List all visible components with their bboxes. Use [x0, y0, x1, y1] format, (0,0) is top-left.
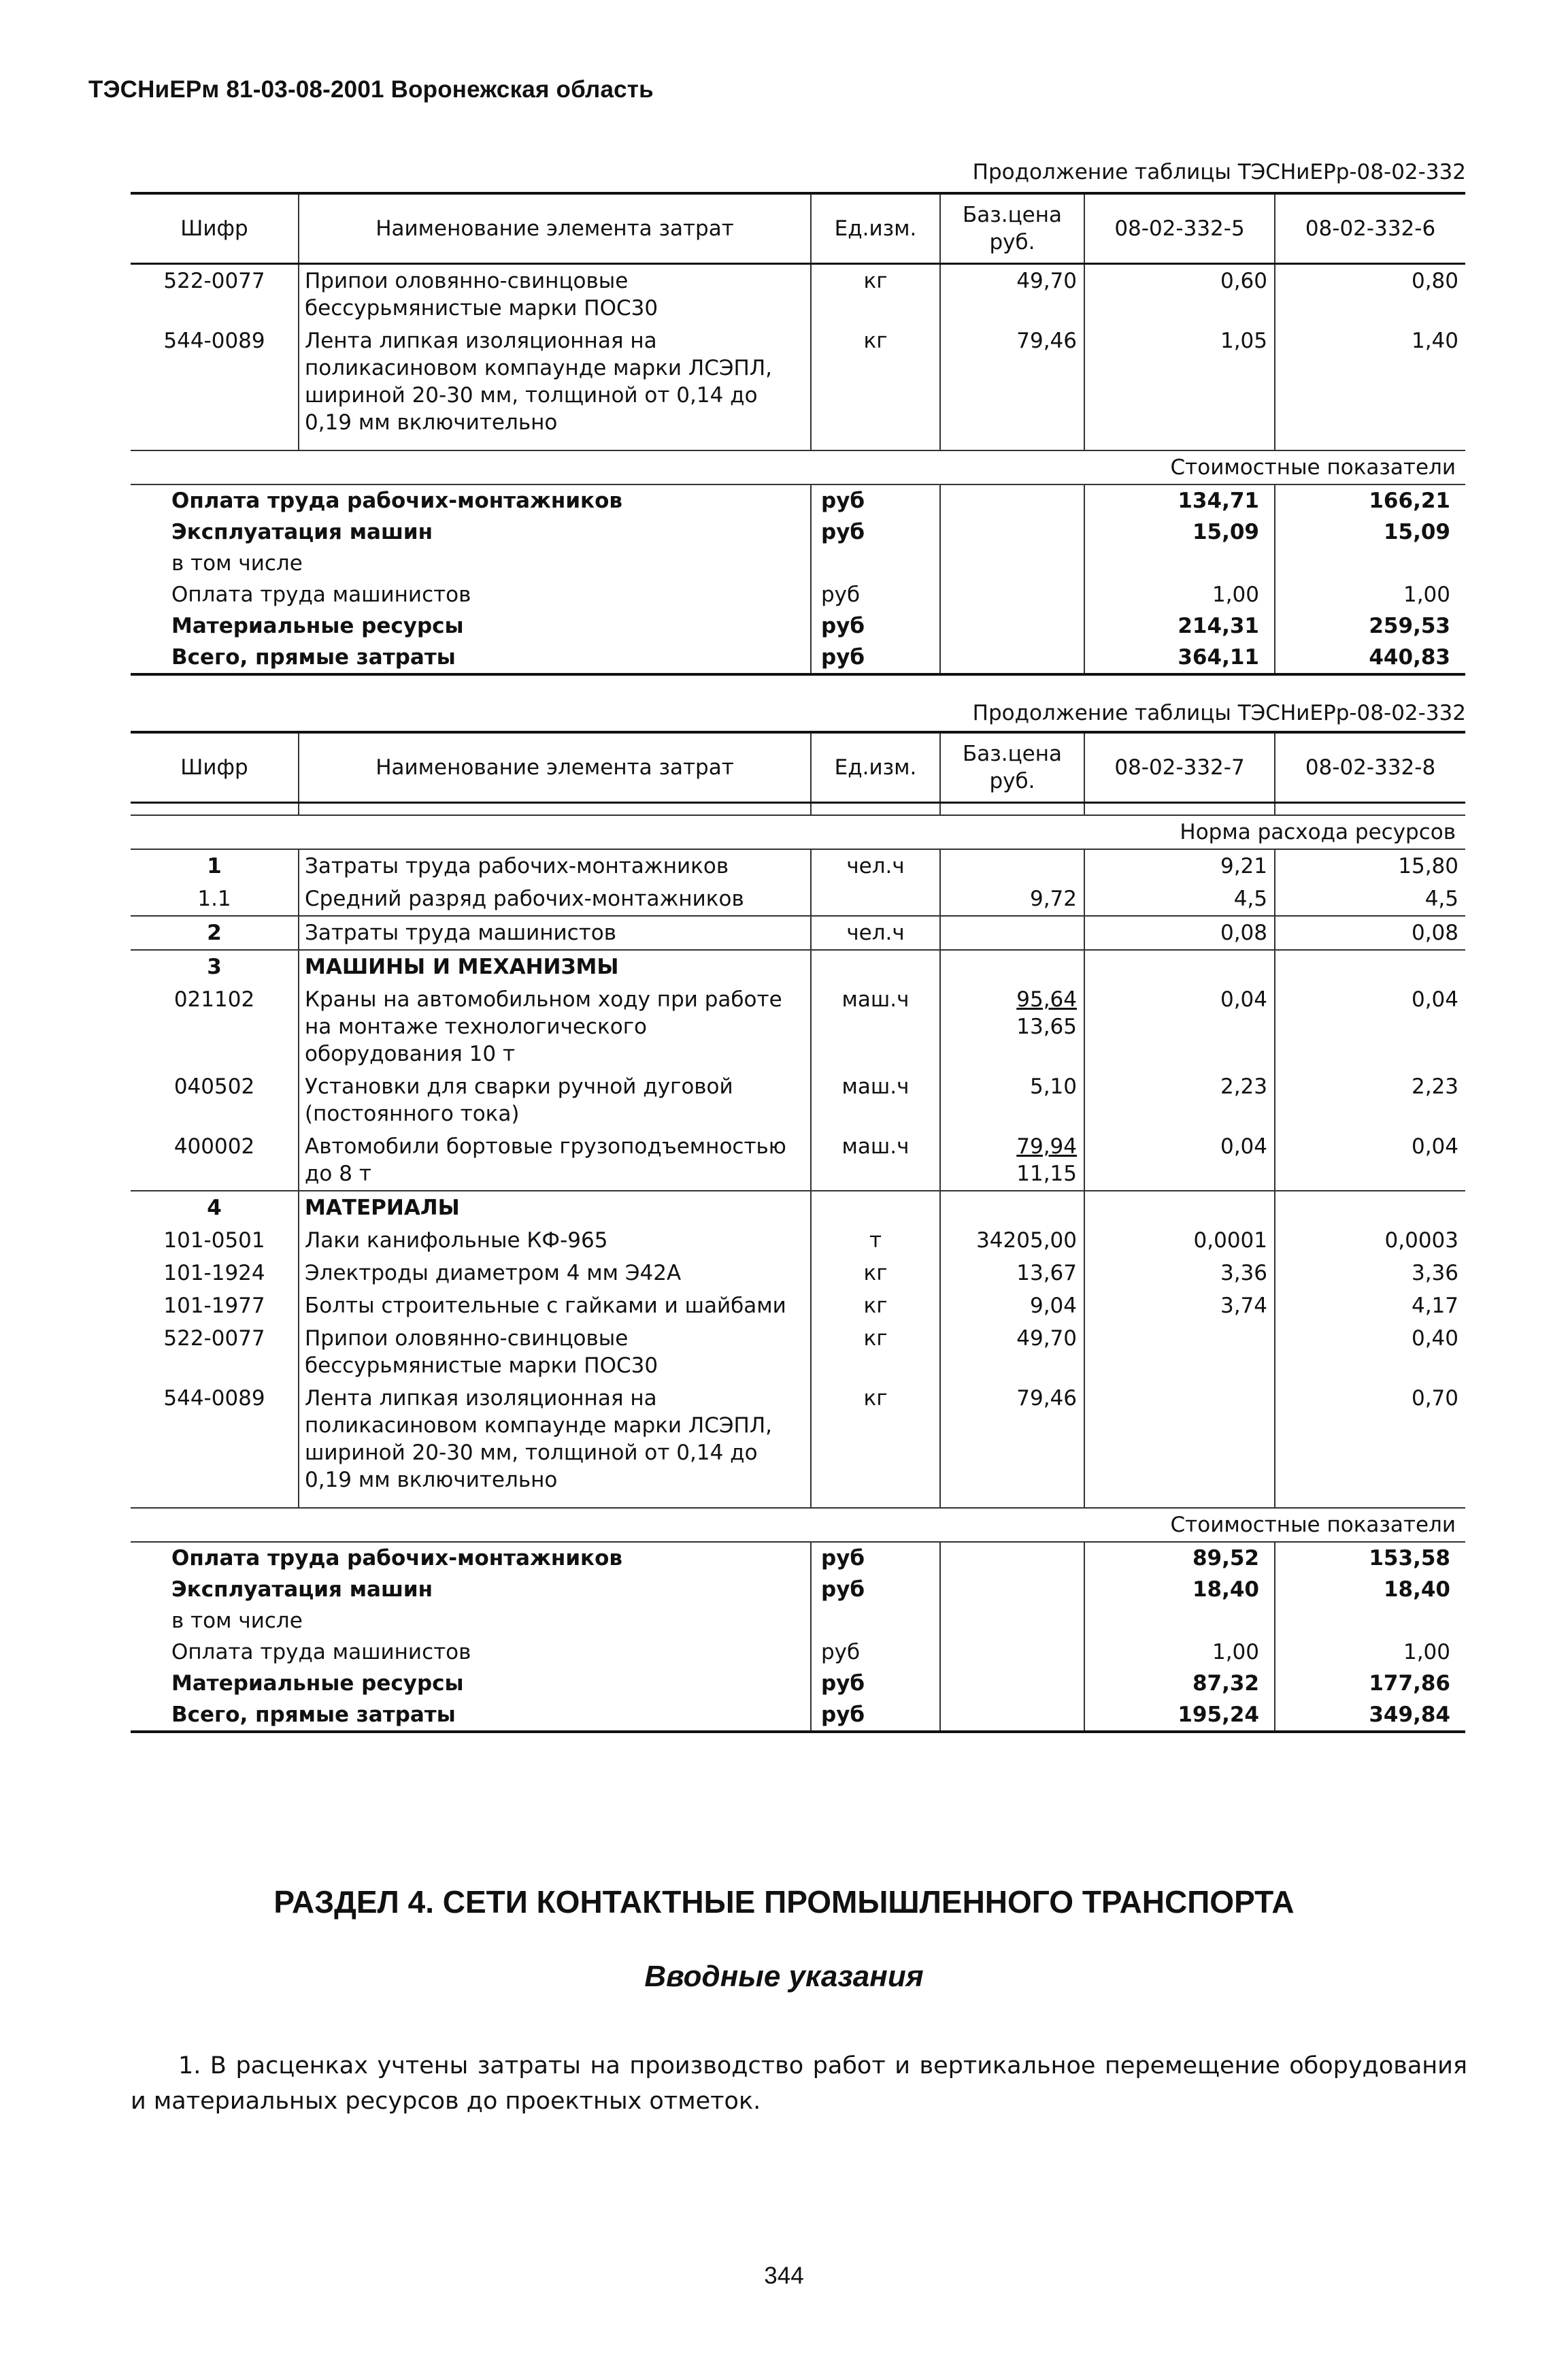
rate-col1-value: 0,04: [1084, 983, 1275, 1070]
name-header: Наименование элемента затрат: [299, 193, 811, 264]
cost-col2-value: 440,83: [1275, 642, 1465, 674]
unit-cell: кг: [811, 325, 940, 439]
resource-code: 522-0077: [163, 1326, 265, 1351]
unit-cell: чел.ч: [811, 916, 940, 950]
spacer-cell: [131, 439, 299, 450]
rate-col2-value: 0,40: [1275, 1322, 1465, 1382]
cost-price-empty: [940, 516, 1084, 548]
cost-col2-value: 349,84: [1275, 1699, 1465, 1732]
cost-label: Всего, прямые затраты: [171, 645, 456, 670]
spacer-cell: [811, 439, 940, 450]
rate-col2-value: 0,0003: [1275, 1224, 1465, 1257]
cost-unit: руб: [811, 1699, 940, 1732]
cost-col2-value: [1275, 548, 1465, 579]
rate-col1-value: [1084, 1191, 1275, 1224]
rates-table-1: [131, 192, 1465, 676]
unit-cell: кг: [811, 1322, 940, 1382]
rate-col2-value: [1275, 950, 1465, 983]
price-header: Баз.цена руб.: [940, 193, 1084, 264]
cost-label: в том числе: [171, 551, 303, 576]
cost-unit: руб: [811, 1636, 940, 1668]
unit-cell: кг: [811, 1382, 940, 1496]
rate-col1-value: [1084, 1322, 1275, 1382]
cost-summary-row: [131, 1542, 1465, 1574]
resource-name: Припои оловянно-свинцовые бессурьмянистые марки ПОС30: [299, 264, 811, 325]
cost-label: Эксплуатация машин: [171, 1577, 433, 1602]
cost-label: Материальные ресурсы: [171, 614, 464, 638]
cost-indicators-band-row: [131, 1508, 1465, 1542]
cost-price-empty: [940, 1574, 1084, 1605]
cost-col1-value: [1084, 548, 1275, 579]
spacer-row: [131, 1496, 1465, 1508]
rate-col2-value: 0,08: [1275, 916, 1465, 950]
cost-label: Эксплуатация машин: [171, 520, 433, 544]
cost-summary-row: [131, 1636, 1465, 1668]
cost-unit: [811, 548, 940, 579]
resource-code: 1.1: [197, 887, 231, 911]
resource-norm-band: Норма расхода ресурсов: [131, 815, 1465, 849]
base-price: 9,04: [940, 1289, 1084, 1322]
unit-cell: [811, 950, 940, 983]
cost-indicators-band-row: [131, 450, 1465, 484]
spacer-cell: [940, 803, 1084, 816]
resource-name: Затраты труда машинистов: [299, 916, 811, 950]
rate-col2-value: 0,04: [1275, 1130, 1465, 1191]
cost-label: Оплата труда машинистов: [171, 1640, 471, 1664]
cost-col2-value: 15,09: [1275, 516, 1465, 548]
cost-col1-value: 195,24: [1084, 1699, 1275, 1732]
table-row: [131, 1257, 1465, 1289]
section-subtitle: Вводные указания: [644, 1960, 924, 1993]
table-header-row: [131, 193, 1465, 264]
spacer-cell: [1084, 803, 1275, 816]
cost-col1-value: 87,32: [1084, 1668, 1275, 1699]
rate-col2-header: 08-02-332-6: [1275, 193, 1465, 264]
cost-col2-value: 177,86: [1275, 1668, 1465, 1699]
operator-wage-value: 11,15: [1016, 1162, 1077, 1186]
base-price: [940, 1191, 1084, 1224]
resource-name: Лента липкая изоляционная на поликасиновом компаунде марки ЛСЭПЛ, шириной 20-30 мм, толщиной от 0,14 до 0,19 мм включительно: [299, 1382, 811, 1496]
rate-col2-value: 0,04: [1275, 983, 1465, 1070]
resource-code: 101-0501: [163, 1228, 265, 1253]
table-row: [131, 264, 1465, 325]
base-price: [940, 849, 1084, 883]
unit-cell: маш.ч: [811, 1070, 940, 1130]
cost-summary-row: [131, 1668, 1465, 1699]
cost-price-empty: [940, 1605, 1084, 1636]
rate-col1-value: 9,21: [1084, 849, 1275, 883]
spacer-row: [131, 439, 1465, 450]
base-price: [940, 950, 1084, 983]
resource-name: Припои оловянно-свинцовые бессурьмянистые марки ПОС30: [299, 1322, 811, 1382]
resource-name: МАШИНЫ И МЕХАНИЗМЫ: [299, 950, 811, 983]
base-price-value: 79,94: [1016, 1134, 1077, 1159]
price-header: Баз.цена руб.: [940, 732, 1084, 803]
spacer-cell: [811, 1496, 940, 1508]
table-row: [131, 1070, 1465, 1130]
cost-unit: руб: [811, 579, 940, 610]
cost-col1-value: 18,40: [1084, 1574, 1275, 1605]
table-row: [131, 883, 1465, 916]
cost-col1-value: 214,31: [1084, 610, 1275, 642]
cost-label: Материальные ресурсы: [171, 1671, 464, 1696]
resource-name: Средний разряд рабочих-монтажников: [299, 883, 811, 916]
cost-col1-value: 364,11: [1084, 642, 1275, 674]
resource-name: Электроды диаметром 4 мм Э42А: [299, 1257, 811, 1289]
base-price: 9,72: [940, 883, 1084, 916]
cost-unit: руб: [811, 516, 940, 548]
cost-indicators-band: Стоимостные показатели: [131, 1508, 1465, 1542]
unit-cell: кг: [811, 264, 940, 325]
cost-summary-row: [131, 516, 1465, 548]
rate-col1-value: 4,5: [1084, 883, 1275, 916]
resource-name: Установки для сварки ручной дуговой (постоянного тока): [299, 1070, 811, 1130]
unit-cell: [811, 883, 940, 916]
base-price: [940, 916, 1084, 950]
cost-label: Всего, прямые затраты: [171, 1702, 456, 1727]
base-price: [940, 983, 1084, 1070]
table2-body: [131, 732, 1465, 1732]
cost-col2-value: 259,53: [1275, 610, 1465, 642]
rate-col1-value: 0,08: [1084, 916, 1275, 950]
rate-col2-value: 15,80: [1275, 849, 1465, 883]
base-price: 49,70: [940, 264, 1084, 325]
cost-price-empty: [940, 484, 1084, 516]
unit-cell: [811, 1191, 940, 1224]
cost-col2-value: 166,21: [1275, 484, 1465, 516]
rate-col1-value: [1084, 1382, 1275, 1496]
cost-price-empty: [940, 579, 1084, 610]
table-row: [131, 916, 1465, 950]
resource-name: Краны на автомобильном ходу при работе на монтаже технологического оборудования 10 т: [299, 983, 811, 1070]
rate-col1-value: 0,0001: [1084, 1224, 1275, 1257]
rate-col2-value: 1,40: [1275, 325, 1465, 439]
unit-header: Ед.изм.: [811, 193, 940, 264]
spacer-cell: [940, 1496, 1084, 1508]
table-row: [131, 1322, 1465, 1382]
cost-unit: руб: [811, 1542, 940, 1574]
base-price: 13,67: [940, 1257, 1084, 1289]
cost-label: Оплата труда машинистов: [171, 582, 471, 607]
rate-col2-value: 2,23: [1275, 1070, 1465, 1130]
cost-unit: руб: [811, 642, 940, 674]
cost-summary-row: [131, 548, 1465, 579]
cost-price-empty: [940, 548, 1084, 579]
cost-summary-row: [131, 642, 1465, 674]
spacer-cell: [940, 439, 1084, 450]
cost-price-empty: [940, 610, 1084, 642]
cost-unit: руб: [811, 484, 940, 516]
cost-price-empty: [940, 1542, 1084, 1574]
spacer-row: [131, 803, 1465, 816]
cost-indicators-band: Стоимостные показатели: [131, 450, 1465, 484]
unit-cell: кг: [811, 1257, 940, 1289]
cost-unit: руб: [811, 610, 940, 642]
table-row: [131, 1382, 1465, 1496]
rate-col1-header: 08-02-332-7: [1084, 732, 1275, 803]
table-row: [131, 1191, 1465, 1224]
resource-code: 4: [131, 1191, 299, 1224]
rate-col1-value: 1,05: [1084, 325, 1275, 439]
resource-code: 2: [131, 916, 299, 950]
resource-name: Лента липкая изоляционная на поликасиновом компаунде марки ЛСЭПЛ, шириной 20-30 мм, толщиной от 0,14 до 0,19 мм включительно: [299, 325, 811, 439]
rate-col1-value: 0,04: [1084, 1130, 1275, 1191]
cost-col1-value: [1084, 1605, 1275, 1636]
unit-cell: т: [811, 1224, 940, 1257]
resource-code: 400002: [173, 1134, 255, 1159]
code-header: Шифр: [131, 732, 299, 803]
spacer-cell: [131, 1496, 299, 1508]
unit-header: Ед.изм.: [811, 732, 940, 803]
cost-col1-value: 89,52: [1084, 1542, 1275, 1574]
base-price: 5,10: [940, 1070, 1084, 1130]
cost-summary-row: [131, 1574, 1465, 1605]
resource-name: Лаки канифольные КФ-965: [299, 1224, 811, 1257]
table-row: [131, 950, 1465, 983]
cost-price-empty: [940, 1668, 1084, 1699]
cost-summary-row: [131, 1605, 1465, 1636]
cost-unit: руб: [811, 1668, 940, 1699]
rate-col1-value: 0,60: [1084, 264, 1275, 325]
table1-continuation-label: Продолжение таблицы ТЭСНиЕРр-08-02-332: [972, 160, 1466, 184]
cost-unit: руб: [811, 1574, 940, 1605]
spacer-cell: [811, 803, 940, 816]
resource-code: 101-1977: [163, 1294, 265, 1318]
resource-name: Затраты труда рабочих-монтажников: [299, 849, 811, 883]
base-price: 34205,00: [940, 1224, 1084, 1257]
rate-col1-value: 3,74: [1084, 1289, 1275, 1322]
spacer-cell: [131, 803, 299, 816]
unit-cell: кг: [811, 1289, 940, 1322]
table1-body: [131, 193, 1465, 674]
section-title: РАЗДЕЛ 4. СЕТИ КОНТАКТНЫЕ ПРОМЫШЛЕННОГО ТРАНСПОРТА: [273, 1884, 1295, 1920]
base-price: 49,70: [940, 1322, 1084, 1382]
operator-wage-value: 13,65: [1016, 1015, 1077, 1039]
cost-label: Оплата труда рабочих-монтажников: [171, 1546, 622, 1570]
cost-col2-value: 153,58: [1275, 1542, 1465, 1574]
cost-price-empty: [940, 1699, 1084, 1732]
spacer-cell: [1275, 1496, 1465, 1508]
running-header: ТЭСНиЕРм 81-03-08-2001 Воронежская область: [88, 76, 654, 103]
table-row: [131, 1130, 1465, 1191]
rate-col1-value: [1084, 950, 1275, 983]
rate-col2-value: 0,80: [1275, 264, 1465, 325]
table-row: [131, 849, 1465, 883]
cost-label: Оплата труда рабочих-монтажников: [171, 489, 622, 513]
cost-col1-value: 1,00: [1084, 1636, 1275, 1668]
cost-price-empty: [940, 1636, 1084, 1668]
cost-label: в том числе: [171, 1609, 303, 1633]
cost-col1-value: 1,00: [1084, 579, 1275, 610]
spacer-cell: [1084, 1496, 1275, 1508]
code-header: Шифр: [131, 193, 299, 264]
cost-unit: [811, 1605, 940, 1636]
resource-code: 522-0077: [163, 269, 265, 293]
base-price: [940, 1130, 1084, 1191]
table-row: [131, 325, 1465, 439]
rate-col2-value: 0,70: [1275, 1382, 1465, 1496]
cost-summary-row: [131, 579, 1465, 610]
cost-col2-value: [1275, 1605, 1465, 1636]
spacer-cell: [1275, 439, 1465, 450]
rate-col2-value: [1275, 1191, 1465, 1224]
rate-col1-value: 2,23: [1084, 1070, 1275, 1130]
rates-table-2: [131, 731, 1465, 1733]
table-row: [131, 1224, 1465, 1257]
cost-col2-value: 1,00: [1275, 1636, 1465, 1668]
resource-code: 101-1924: [163, 1261, 265, 1285]
base-price-value: 95,64: [1016, 987, 1077, 1012]
cost-summary-row: [131, 484, 1465, 516]
cost-col1-value: 134,71: [1084, 484, 1275, 516]
resource-code: 3: [131, 950, 299, 983]
spacer-cell: [1084, 439, 1275, 450]
spacer-cell: [299, 439, 811, 450]
table-row: [131, 1289, 1465, 1322]
unit-cell: маш.ч: [811, 1130, 940, 1191]
cost-col1-value: 15,09: [1084, 516, 1275, 548]
table-header-row: [131, 732, 1465, 803]
rate-col1-value: 3,36: [1084, 1257, 1275, 1289]
cost-col2-value: 18,40: [1275, 1574, 1465, 1605]
base-price: 79,46: [940, 325, 1084, 439]
cost-summary-row: [131, 1699, 1465, 1732]
spacer-cell: [1275, 803, 1465, 816]
rate-col2-value: 4,5: [1275, 883, 1465, 916]
cost-summary-row: [131, 610, 1465, 642]
table2-continuation-label: Продолжение таблицы ТЭСНиЕРр-08-02-332: [972, 701, 1466, 725]
resource-code: 040502: [173, 1074, 255, 1099]
spacer-cell: [299, 1496, 811, 1508]
rate-col1-header: 08-02-332-5: [1084, 193, 1275, 264]
unit-cell: маш.ч: [811, 983, 940, 1070]
spacer-cell: [299, 803, 811, 816]
cost-price-empty: [940, 642, 1084, 674]
rate-col2-header: 08-02-332-8: [1275, 732, 1465, 803]
resource-name: Болты строительные с гайками и шайбами: [299, 1289, 811, 1322]
table-row: [131, 983, 1465, 1070]
base-price: 79,46: [940, 1382, 1084, 1496]
resource-code: 544-0089: [163, 329, 265, 353]
resource-name: МАТЕРИАЛЫ: [299, 1191, 811, 1224]
name-header: Наименование элемента затрат: [299, 732, 811, 803]
unit-cell: чел.ч: [811, 849, 940, 883]
rate-col2-value: 4,17: [1275, 1289, 1465, 1322]
intro-paragraph: 1. В расценках учтены затраты на производство работ и вертикальное перемещение оборудования и материальных ресурсов до проектных отметок.: [131, 2052, 1467, 2115]
resource-code: 544-0089: [163, 1386, 265, 1411]
resource-norm-band-row: [131, 815, 1465, 849]
resource-code: 021102: [173, 987, 255, 1012]
resource-code: 1: [207, 854, 222, 878]
cost-col2-value: 1,00: [1275, 579, 1465, 610]
resource-name: Автомобили бортовые грузоподъемностью до 8 т: [299, 1130, 811, 1191]
page-number: 344: [764, 2262, 804, 2289]
rate-col2-value: 3,36: [1275, 1257, 1465, 1289]
